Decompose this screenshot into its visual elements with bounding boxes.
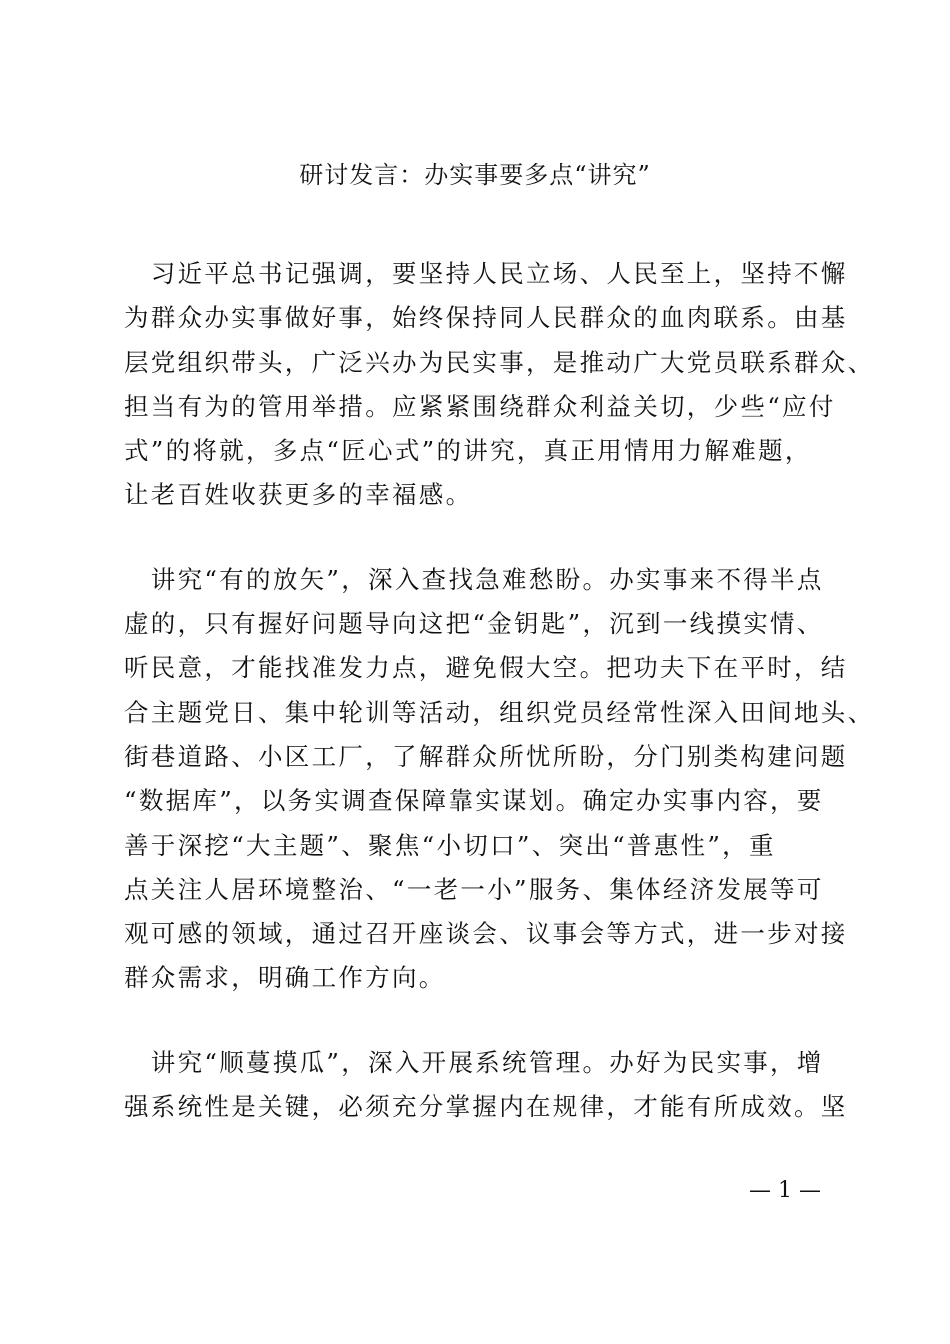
text-line: 合主题党日、集中轮训等活动，组织党员经常性深入田间地头、 [124,697,875,727]
text-line: 观可感的领域，通过召开座谈会、议事会等方式，进一步对接 [124,919,848,949]
text-line: 善于深挖“大主题”、聚焦“小切口”、突出“普惠性”，重 [124,830,776,860]
text-line: 让老百姓收获更多的幸福感。 [124,480,473,510]
page-title: 研讨发言：办实事要多点“讲究” [299,161,651,189]
text-line: 听民意，才能找准发力点，避免假大空。把功夫下在平时，结 [124,653,848,683]
text-line: 街巷道路、小区工厂，了解群众所忧所盼，分门别类构建问题 [124,741,848,771]
text-line: 习近平总书记强调，要坚持人民立场、人民至上，坚持不懈 [124,259,848,288]
text-line: 点关注人居环境整治、“一老一小”服务、集体经济发展等可 [124,874,824,904]
text-line: 式”的将就，多点“匠心式”的讲究，真正用情用力解难题， [124,436,812,466]
text-line: 强系统性是关键，必须充分掌握内在规律，才能有所成效。坚 [124,1092,848,1122]
document-body [124,252,875,1169]
page-number: — 1 — [749,1178,821,1203]
text-line: “数据库”，以务实调查保障靠实谋划。确定办实事内容，要 [124,786,824,816]
paragraph-systematic [124,1041,848,1130]
text-line: 担当有为的管用举措。应紧紧围绕群众利益关切，少些“应付 [124,391,836,421]
text-line: 层党组织带头，广泛兴办为民实事，是推动广大党员联系群众、 [124,347,875,377]
text-line: 为群众办实事做好事，始终保持同人民群众的血肉联系。由基 [124,303,848,333]
text-line: 讲究“顺蔓摸瓜”，深入开展系统管理。办好为民实事，增 [124,1047,824,1077]
text-line: 群众需求，明确工作方向。 [124,963,446,993]
text-line: 讲究“有的放矢”，深入查找急难愁盼。办实事来不得半点 [124,564,824,594]
text-line: 虚的，只有握好问题导向这把“金钥匙”，沉到一线摸实情、 [124,609,824,639]
paragraph-intro [124,252,875,518]
paragraph-targeted [124,558,875,1001]
